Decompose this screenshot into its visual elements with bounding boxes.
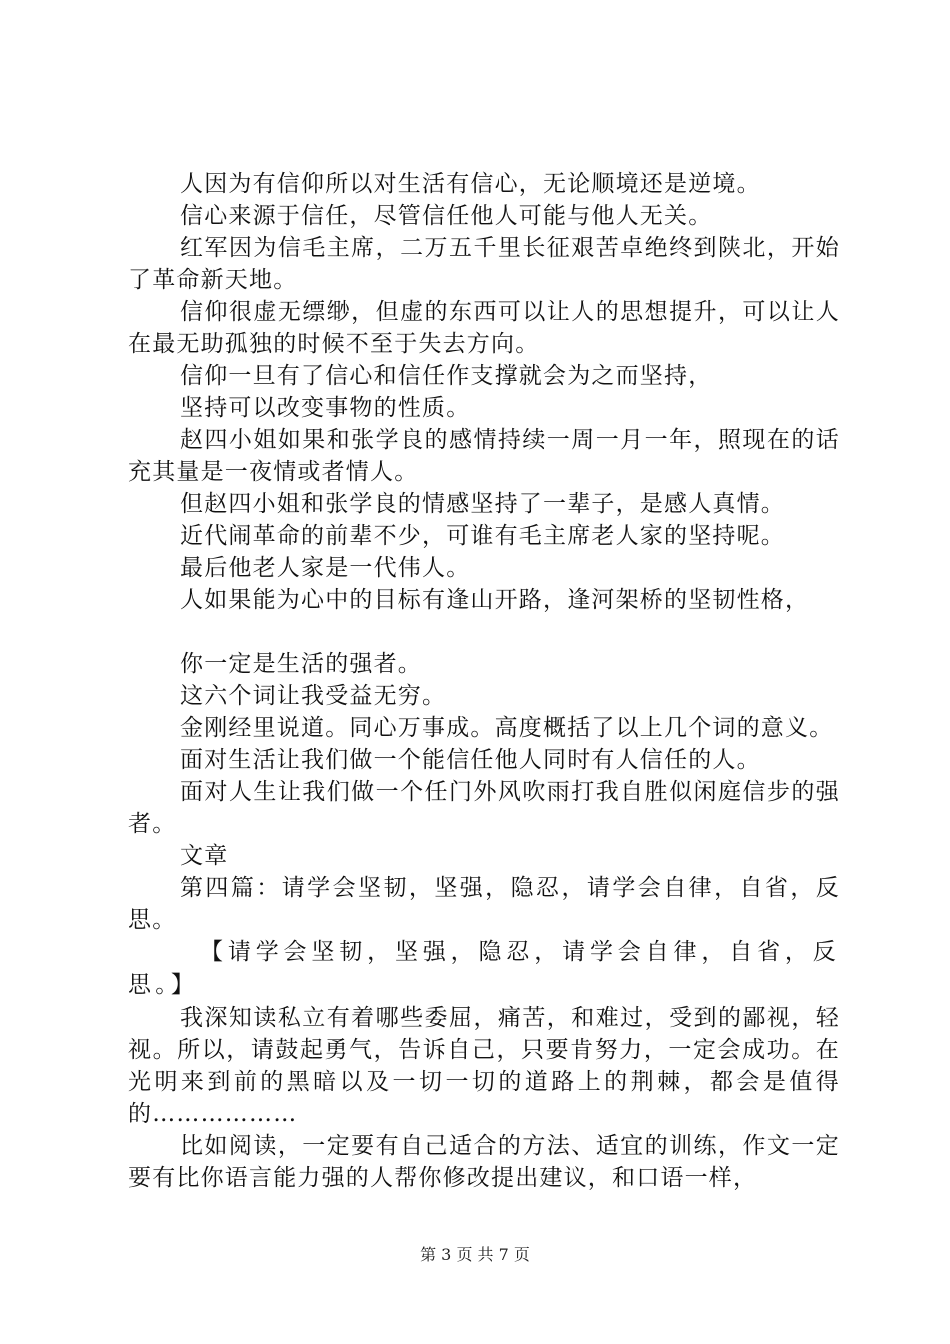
paragraph: 红军因为信毛主席，二万五千里长征艰苦卓绝终到陕北，开始了革命新天地。 [128, 235, 840, 293]
paragraph: 面对人生让我们做一个任门外风吹雨打我自胜似闲庭信步的强者。 [128, 779, 840, 837]
section-subtitle: 【请学会坚韧，坚强，隐忍，请学会自律，自省，反思。】 [128, 939, 840, 998]
blank-line [128, 616, 840, 648]
paragraph: 信心来源于信任，尽管信任他人可能与他人无关。 [180, 203, 713, 229]
paragraph: 人因为有信仰所以对生活有信心，无论顺境还是逆境。 [180, 171, 761, 197]
paragraph: 最后他老人家是一代伟人。 [180, 555, 471, 581]
paragraph: 我深知读私立有着哪些委屈，痛苦，和难过，受到的鄙视，轻视。所以，请鼓起勇气，告诉自己，只要肯努力，一定会成功。在光明来到前的黑暗以及一切一切的道路上的荆棘，都会是值得的……………… [128, 1005, 840, 1127]
paragraph: 你一定是生活的强者。 [180, 651, 422, 677]
paragraph: 金刚经里说道。同心万事成。高度概括了以上几个词的意义。 [180, 715, 834, 741]
paragraph: 信仰一旦有了信心和信任作支撑就会为之而坚持， [180, 363, 713, 389]
paragraph: 近代闹革命的前辈不少，可谁有毛主席老人家的坚持呢。 [180, 523, 785, 549]
document-body [128, 168, 840, 1194]
paragraph: 坚持可以改变事物的性质。 [180, 395, 471, 421]
paragraph: 比如阅读，一定要有自己适合的方法、适宜的训练，作文一定要有比你语言能力强的人帮你修改提出建议，和口语一样， [128, 1133, 840, 1191]
paragraph: 信仰很虚无缥缈，但虚的东西可以让人的思想提升，可以让人在最无助孤独的时候不至于失去方向。 [128, 299, 840, 357]
paragraph: 这六个词让我受益无穷。 [180, 683, 447, 709]
section-heading: 第四篇：请学会坚韧，坚强，隐忍，请学会自律，自省，反思。 [128, 875, 840, 933]
paragraph: 文章 [180, 843, 229, 869]
paragraph: 赵四小姐如果和张学良的感情持续一周一月一年，照现在的话充其量是一夜情或者情人。 [128, 427, 840, 485]
page-footer: 第 3 页 共 7 页 [420, 1245, 530, 1264]
paragraph: 面对生活让我们做一个能信任他人同时有人信任的人。 [180, 747, 761, 773]
paragraph: 但赵四小姐和张学良的情感坚持了一辈子，是感人真情。 [180, 491, 785, 517]
paragraph: 人如果能为心中的目标有逢山开路，逢河架桥的坚韧性格， [180, 587, 810, 613]
